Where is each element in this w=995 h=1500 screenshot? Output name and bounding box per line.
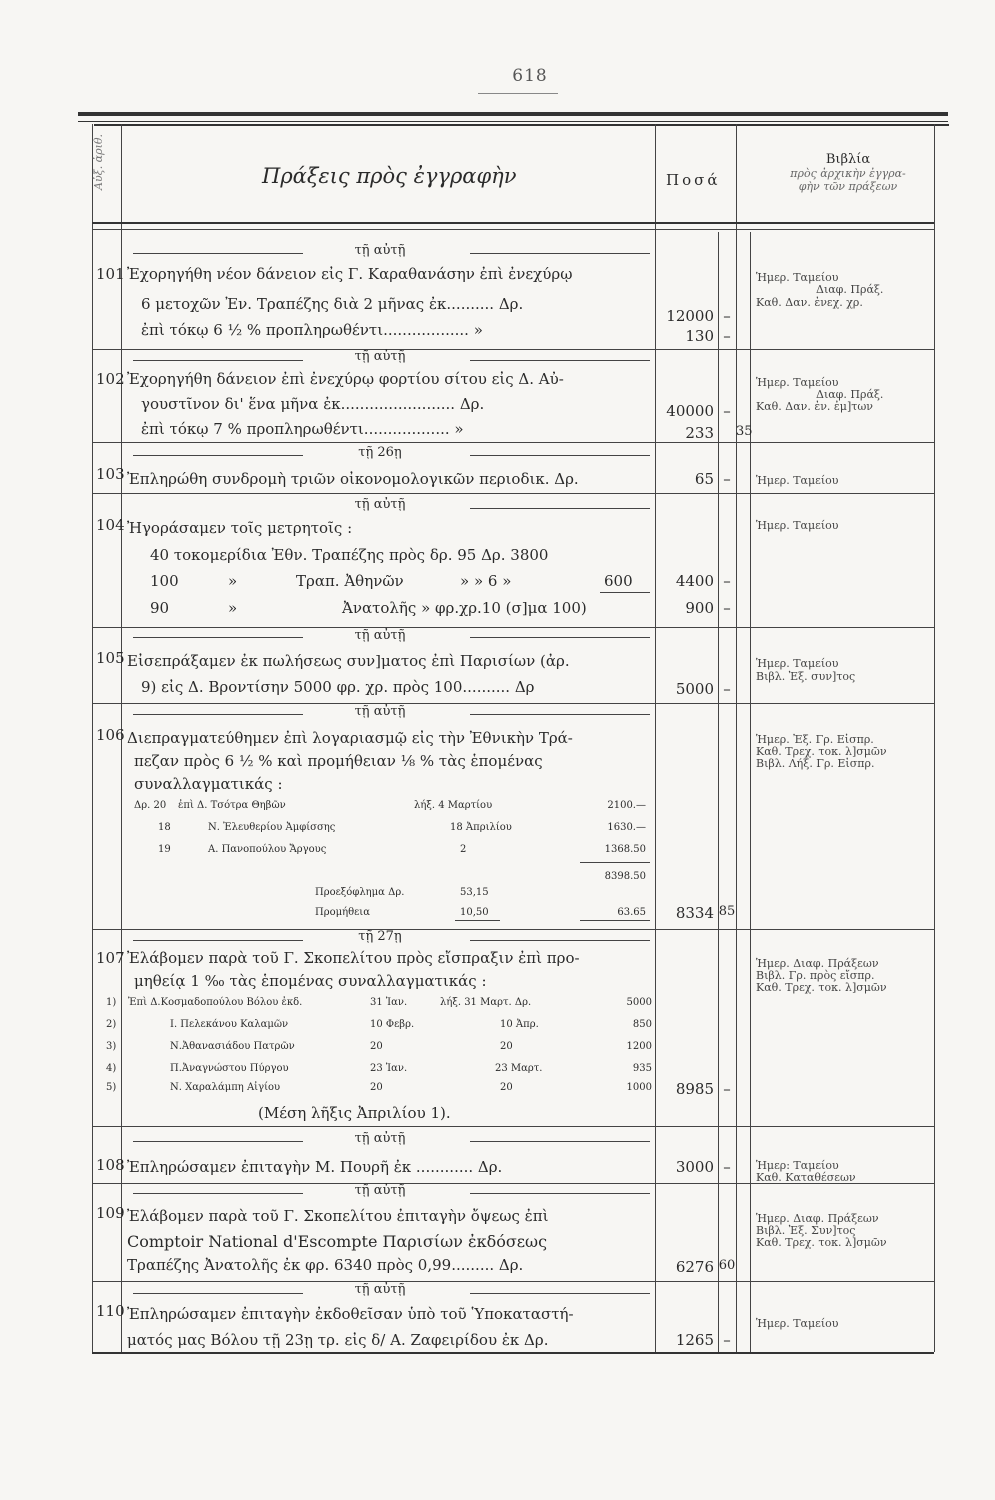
amount: 900 bbox=[685, 599, 714, 617]
bill-value: 935 bbox=[632, 1063, 652, 1074]
amount: 5000 bbox=[675, 680, 714, 698]
bill-name: Α. Πανοπούλου Ἄργους bbox=[208, 844, 327, 855]
date-dash-right bbox=[470, 1193, 650, 1194]
sum-rule bbox=[600, 592, 650, 593]
entry-date: τῇ αὐτῇ bbox=[354, 243, 406, 258]
date-dash-right bbox=[470, 1293, 650, 1294]
bill-due: λήξ. 31 Μαρτ. Δρ. bbox=[440, 997, 532, 1008]
sum-rule bbox=[580, 920, 650, 921]
book-ref: Ἡμερ. Διαφ. Πράξεων bbox=[756, 957, 879, 970]
cents: – bbox=[723, 572, 731, 590]
entry-line: Ἐλάβομεν παρὰ τοῦ Γ. Σκοπελίτου πρὸς εἴσπραξιν ἐπὶ προ- bbox=[127, 949, 580, 967]
bill-index: 1) bbox=[106, 997, 117, 1008]
entry-date: τῇ 26ῃ bbox=[358, 445, 402, 460]
top-rule-thick bbox=[78, 112, 948, 116]
entry-line: Τραπέζης Ἀνατολῆς ἐκ φρ. 6340 πρὸς 0,99......... Δρ. bbox=[127, 1256, 524, 1274]
book-ref: Καθ. Τρεχ. τοκ. λ]σμῶν bbox=[756, 981, 887, 994]
bill-value: 1200 bbox=[626, 1041, 652, 1052]
amount: 12000 bbox=[666, 307, 714, 325]
entry-date: τῇ αὐτῇ bbox=[354, 1131, 406, 1146]
bill-value: 1000 bbox=[626, 1082, 652, 1093]
header-books bbox=[758, 152, 938, 193]
entry-number: 109 bbox=[96, 1204, 125, 1222]
cents: 60 bbox=[718, 1258, 736, 1273]
book-ref: Ἡμερ. Διαφ. Πράξεων bbox=[756, 1212, 879, 1225]
purchase-name: Τραπ. Ἀθηνῶν bbox=[296, 572, 404, 590]
entry-separator bbox=[92, 1183, 934, 1184]
entry-line: Ἐπληρώσαμεν ἐπιταγὴν Μ. Πουρῆ ἐκ ............ Δρ. bbox=[127, 1158, 503, 1176]
header-serial: Αὐξ. ἀριθ. bbox=[92, 133, 105, 190]
cents: – bbox=[723, 1331, 731, 1349]
date-dash-right bbox=[470, 637, 650, 638]
book-ref: Καθ. Τρεχ. τοκ. λ]σμῶν bbox=[756, 1236, 887, 1249]
bill-name: Π.Ἀναγνώστου Πύργου bbox=[170, 1063, 289, 1074]
bill-due: 18 Ἀπριλίου bbox=[450, 822, 512, 833]
bill-name: Ν. Χαραλάμπη Αἰγίου bbox=[170, 1082, 281, 1093]
entry-date: τῇ 27ῃ bbox=[358, 929, 402, 944]
entry-line: Ἐπληρώσαμεν ἐπιταγὴν ἐκδοθεῖσαν ὑπὸ τοῦ Ὑποκαταστή- bbox=[127, 1305, 574, 1323]
top-rule-thin bbox=[78, 121, 948, 122]
entry-line: Comptoir National d'Escompte Παρισίων ἐκδόσεως bbox=[127, 1232, 548, 1251]
bill-due: 2 bbox=[460, 844, 467, 855]
book-ref: Βιβλ. Λήξ. Γρ. Εἰσπρ. bbox=[756, 757, 875, 770]
entry-separator bbox=[92, 627, 934, 628]
date-dash-left bbox=[133, 1141, 303, 1142]
book-ref: Καθ. Δαν. ἐν. ἐμ]των bbox=[756, 400, 873, 413]
entry-date: τῇ αὐτῇ bbox=[354, 628, 406, 643]
purchase-value: 600 bbox=[604, 572, 633, 590]
cents: – bbox=[723, 680, 731, 698]
entry-line: μηθείᾳ 1 ‰ τὰς ἑπομένας συναλλαγματικάς : bbox=[134, 972, 487, 990]
entry-line: πεζαν πρὸς 6 ½ % καὶ προμήθειαν ⅛ % τὰς ἑπομένας bbox=[134, 752, 543, 770]
date-dash-right bbox=[470, 508, 650, 509]
cents: – bbox=[723, 599, 731, 617]
entry-separator bbox=[92, 929, 934, 930]
entry-number: 106 bbox=[96, 726, 125, 744]
bill-due: 23 Μαρτ. bbox=[495, 1063, 543, 1074]
date-dash-left bbox=[133, 637, 303, 638]
bill-name: Ἐπὶ Δ.Κοσμαδοπούλου Βόλου ἐκδ. bbox=[128, 997, 303, 1008]
col-line-right bbox=[934, 124, 935, 1352]
entry-line: Διεπραγματεύθημεν ἐπὶ λογαριασμῷ εἰς τὴν Ἐθνικὴν Τρά- bbox=[127, 729, 573, 747]
bill-due: 20 bbox=[500, 1082, 513, 1093]
bill-amount: Δρ. 20 bbox=[134, 800, 167, 811]
page-number: 618 bbox=[512, 66, 548, 86]
entry-number: 104 bbox=[96, 516, 125, 534]
entry-date: τῇ αὐτῇ bbox=[354, 1282, 406, 1297]
discount-label: Προεξόφλημα Δρ. bbox=[315, 887, 405, 898]
book-ref: Βιβλ. Γρ. πρὸς εἴσπρ. bbox=[756, 969, 875, 982]
bill-amount: 19 bbox=[158, 844, 171, 855]
bill-value: 1630.— bbox=[607, 822, 646, 833]
amount: 130 bbox=[685, 327, 714, 345]
date-dash-right bbox=[470, 253, 650, 254]
entry-separator bbox=[92, 349, 934, 350]
bill-value: 1368.50 bbox=[604, 844, 646, 855]
sum-rule bbox=[455, 920, 500, 921]
date-dash-left bbox=[133, 940, 303, 941]
entry-line: 9) εἰς Δ. Βροντίσην 5000 φρ. χρ. πρὸς 100.......... Δρ bbox=[141, 678, 535, 696]
cents: 35 bbox=[736, 424, 753, 439]
book-ref: Διαφ. Πράξ. bbox=[816, 388, 884, 401]
cents: – bbox=[723, 1080, 731, 1098]
ditto-mark: » » 6 » bbox=[460, 572, 512, 590]
entry-number: 110 bbox=[96, 1302, 125, 1320]
entry-separator bbox=[92, 493, 934, 494]
date-dash-left bbox=[133, 360, 303, 361]
bill-name: ἐπὶ Δ. Τσότρα Θηβῶν bbox=[178, 800, 286, 811]
amount: 8334 bbox=[675, 904, 714, 922]
amount: 4400 bbox=[675, 572, 714, 590]
date-dash-right bbox=[470, 1141, 650, 1142]
book-ref: Ἡμερ. Ταμείου bbox=[756, 657, 839, 670]
entry-line: Ἠγοράσαμεν τοῖς μετρητοῖς : bbox=[127, 519, 353, 537]
purchase-row: 40 τοκομερίδια Ἐθν. Τραπέζης πρὸς δρ. 95 Δρ. 3800 bbox=[150, 546, 549, 564]
book-ref: Ἡμερ. Ταμείου bbox=[756, 271, 839, 284]
entry-line: ἐπὶ τόκῳ 6 ½ % προπληρωθέντι.................. » bbox=[141, 321, 483, 339]
entry-line: ματός μας Βόλου τῇ 23ῃ τρ. εἰς δ/ Α. Ζαφειρίδου ἐκ Δρ. bbox=[127, 1331, 549, 1349]
bill-issued: 23 Ἰαν. bbox=[370, 1063, 408, 1074]
cents: – bbox=[723, 307, 731, 325]
bill-issued: 20 bbox=[370, 1041, 383, 1052]
col-line-amount bbox=[736, 124, 737, 1352]
cents: – bbox=[723, 470, 731, 488]
entry-line: ἐπὶ τόκῳ 7 % προπληρωθέντι.................. » bbox=[141, 420, 464, 438]
bill-issued: 20 bbox=[370, 1082, 383, 1093]
entry-separator bbox=[92, 1126, 934, 1127]
bill-name: Ν.Ἀθανασιάδου Πατρῶν bbox=[170, 1041, 295, 1052]
cents: – bbox=[723, 402, 731, 420]
book-ref: Ἡμερ. Ταμείου bbox=[756, 474, 839, 487]
entry-date: τῇ αὐτῇ bbox=[354, 704, 406, 719]
entry-line: γουστῖνον δι' ἕνα μῆνα ἐκ........................ Δρ. bbox=[141, 395, 485, 413]
table-bottom-rule bbox=[92, 1352, 934, 1354]
bill-value: 5000 bbox=[626, 997, 652, 1008]
cents: 85 bbox=[718, 904, 736, 919]
purchase-qty: 90 bbox=[150, 599, 170, 617]
bill-index: 4) bbox=[106, 1063, 117, 1074]
entry-line: Ἐπληρώθη συνδρομὴ τριῶν οἰκονομολογικῶν περιοδικ. Δρ. bbox=[127, 470, 579, 488]
bill-issued: 31 Ἰαν. bbox=[370, 997, 408, 1008]
entry-date: τῇ αὐτῇ bbox=[354, 349, 406, 364]
bills-subtotal: 8398.50 bbox=[604, 871, 646, 882]
date-dash-left bbox=[133, 1293, 303, 1294]
book-ref: Καθ. Καταθέσεων bbox=[756, 1171, 856, 1184]
date-dash-left bbox=[133, 253, 303, 254]
entry-number: 101 bbox=[96, 265, 125, 283]
discount-value: 53,15 bbox=[460, 887, 489, 898]
book-ref: Ἡμερ. Ταμείου bbox=[756, 376, 839, 389]
header-title: Πράξεις πρὸς ἐγγραφὴν bbox=[262, 164, 517, 188]
amount: 6276 bbox=[675, 1258, 714, 1276]
date-dash-right bbox=[470, 714, 650, 715]
book-ref: Διαφ. Πράξ. bbox=[816, 283, 884, 296]
date-dash-right bbox=[470, 940, 650, 941]
cents: – bbox=[723, 327, 731, 345]
col-line-cents bbox=[718, 232, 719, 1352]
book-ref: Ἡμερ. Ἐξ. Γρ. Εἰσπρ. bbox=[756, 733, 874, 746]
page-number-rule bbox=[478, 93, 558, 94]
col-line-books bbox=[750, 232, 751, 1352]
date-dash-left bbox=[133, 1193, 303, 1194]
deductions-total: 63.65 bbox=[617, 907, 646, 918]
bill-index: 5) bbox=[106, 1082, 117, 1093]
ditto-mark: » bbox=[228, 572, 238, 590]
header-books-sub1: πρὸς ἀρχικὴν ἐγγρα- bbox=[790, 167, 906, 180]
bill-index: 2) bbox=[106, 1019, 117, 1030]
amount: 8985 bbox=[675, 1080, 714, 1098]
bill-amount: 18 bbox=[158, 822, 171, 833]
entry-line: Ἐλάβομεν παρὰ τοῦ Γ. Σκοπελίτου ἐπιταγὴν ὄψεως ἐπὶ bbox=[127, 1207, 549, 1225]
amount: 65 bbox=[694, 470, 714, 488]
bill-name: Ν. Ἐλευθερίου Ἀμφίσσης bbox=[208, 822, 336, 833]
purchase-qty: 100 bbox=[150, 572, 179, 590]
amount: 233 bbox=[685, 424, 714, 442]
entry-separator bbox=[92, 442, 934, 443]
bill-value: 850 bbox=[632, 1019, 652, 1030]
purchase-name: Ἀνατολῆς » φρ.χρ.10 (σ]μα 100) bbox=[342, 599, 587, 617]
commission-label: Προμήθεια bbox=[315, 907, 370, 918]
bill-due: 20 bbox=[500, 1041, 513, 1052]
entry-line: 6 μετοχῶν Ἐν. Τραπέζης διὰ 2 μῆνας ἐκ.......... Δρ. bbox=[141, 295, 524, 313]
entry-date: τῇ αὐτῇ bbox=[354, 497, 406, 512]
amount: 3000 bbox=[675, 1158, 714, 1176]
commission-value: 10,50 bbox=[460, 907, 489, 918]
entry-separator bbox=[92, 1281, 934, 1282]
entry-number: 102 bbox=[96, 370, 125, 388]
entry-number: 108 bbox=[96, 1156, 125, 1174]
book-ref: Ἡμερ. Ταμείου bbox=[756, 1317, 839, 1330]
header-amount: Ποσά bbox=[666, 171, 721, 189]
book-ref: Βιβλ. Ἐξ. συν]τος bbox=[756, 670, 856, 683]
book-ref: Καθ. Τρεχ. τοκ. λ]σμῶν bbox=[756, 745, 887, 758]
bill-value: 2100.— bbox=[607, 800, 646, 811]
header-bottom-rule-thin bbox=[92, 229, 934, 230]
header-rule bbox=[94, 124, 949, 126]
date-dash-right bbox=[470, 455, 650, 456]
book-ref: Ἡμερ. Ταμείου bbox=[756, 519, 839, 532]
sum-rule bbox=[580, 862, 650, 863]
average-maturity-note: (Μέση λῆξις Ἀπριλίου 1). bbox=[258, 1104, 451, 1122]
header-books-title: Βιβλία bbox=[825, 152, 871, 167]
book-ref: Βιβλ. Ἐξ. Συν]τος bbox=[756, 1224, 856, 1237]
col-line-left bbox=[92, 124, 93, 1352]
entry-number: 107 bbox=[96, 949, 125, 967]
entry-line: συναλλαγματικάς : bbox=[134, 775, 283, 793]
header-books-sub2: φὴν τῶν πράξεων bbox=[798, 180, 898, 193]
entry-number: 105 bbox=[96, 649, 125, 667]
entry-line: Εἰσεπράξαμεν ἐκ πωλήσεως συν]ματος ἐπὶ Παρισίων (ἀρ. bbox=[127, 652, 570, 670]
date-dash-left bbox=[133, 455, 303, 456]
bill-index: 3) bbox=[106, 1041, 117, 1052]
date-dash-left bbox=[133, 714, 303, 715]
entry-line: Ἐχορηγήθη νέον δάνειον εἰς Γ. Καραθανάσην ἐπὶ ἐνεχύρῳ bbox=[127, 265, 573, 283]
entry-separator bbox=[92, 703, 934, 704]
amount: 40000 bbox=[666, 402, 714, 420]
book-ref: Ἡμερ: Ταμείου bbox=[756, 1159, 839, 1172]
book-ref: Καθ. Δαν. ἐνεχ. χρ. bbox=[756, 296, 863, 309]
amount: 1265 bbox=[675, 1331, 714, 1349]
entry-date: τῇ αὐτῇ bbox=[354, 1183, 406, 1198]
bill-name: Ι. Πελεκάνου Καλαμῶν bbox=[170, 1019, 289, 1030]
header-bottom-rule bbox=[92, 222, 934, 224]
date-dash-right bbox=[470, 360, 650, 361]
cents: – bbox=[723, 1158, 731, 1176]
ditto-mark: » bbox=[228, 599, 238, 617]
entry-line: Ἐχορηγήθη δάνειον ἐπὶ ἐνεχύρῳ φορτίου σίτου εἰς Δ. Αὐ- bbox=[127, 370, 564, 388]
bill-due: λήξ. 4 Μαρτίου bbox=[414, 800, 493, 811]
bill-issued: 10 Φεβρ. bbox=[370, 1019, 415, 1030]
entry-number: 103 bbox=[96, 465, 125, 483]
bill-due: 10 Ἀπρ. bbox=[500, 1019, 539, 1030]
